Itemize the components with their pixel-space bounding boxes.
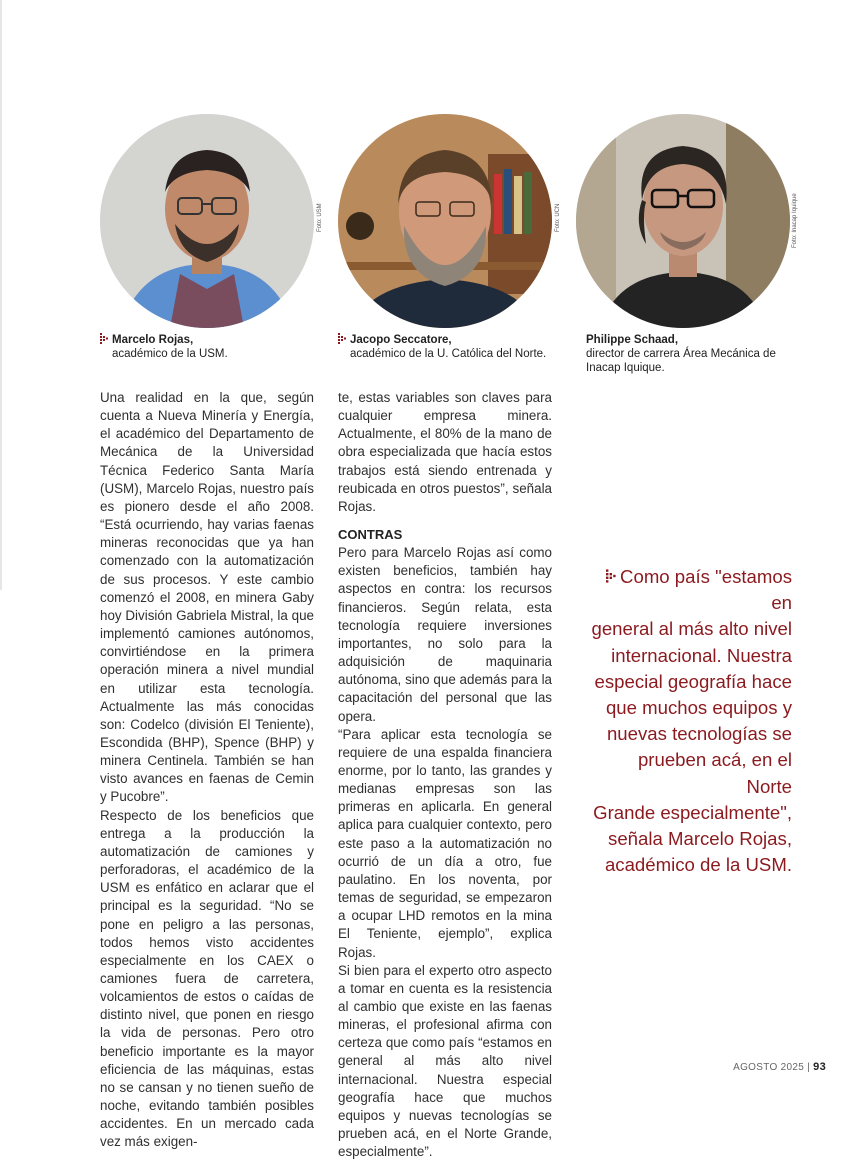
section-heading: CONTRAS bbox=[338, 527, 403, 543]
caption-role-line: director de carrera Área Mecánica de bbox=[586, 348, 776, 360]
body-paragraph: “Para aplicar esta tecnología se requiere de una espalda financiera enorme, por lo tanto, las grandes y medianas empresas son las primeras en aplicarla. En general aplica para cualquier contexto, pero este paso a la automatización no ocurrió de un día a otro, fue paulatino. En los noventa, por temas de seguridad, se empezaron a ocupar LHD remotos en la mina El Teniente, ejemplo”, explica Rojas. bbox=[338, 726, 552, 960]
footer-separator: | bbox=[807, 1062, 811, 1073]
pull-quote-line: Grande especialmente", bbox=[593, 801, 792, 823]
caption-name: Philippe Schaad, bbox=[586, 334, 679, 346]
pull-quote bbox=[588, 564, 792, 878]
caption-role: académico de la U. Católica del Norte. bbox=[350, 348, 547, 360]
caption-jacopo-seccatore bbox=[338, 333, 578, 361]
portrait-jacopo-seccatore bbox=[338, 114, 552, 328]
caption-role: académico de la USM. bbox=[112, 348, 228, 360]
pull-quote-line: internacional. Nuestra bbox=[611, 644, 792, 666]
portrait-marcelo-rojas bbox=[100, 114, 314, 328]
page-footer bbox=[733, 1061, 826, 1073]
pull-quote-line: nuevas tecnologías se bbox=[606, 723, 792, 745]
pull-quote-line: señala Marcelo Rojas, bbox=[608, 828, 792, 850]
bullet-dots-icon bbox=[606, 569, 618, 583]
caption-role-line: Inacap Iquique. bbox=[586, 362, 665, 374]
body-paragraph: Pero para Marcelo Rojas así como existen beneficios, también hay aspectos en contra: los recursos financieros. Según relata, esta tecnología requiere inversiones importantes, no solo para la adquisición de maquinaria autónoma, sino que además para la capacitación del personal que las opera. bbox=[338, 545, 552, 724]
caption-name: Marcelo Rojas, bbox=[112, 334, 194, 346]
pull-quote-line: prueben acá, en el Norte bbox=[637, 749, 792, 797]
pull-quote-line: académico de la USM. bbox=[604, 854, 792, 876]
photo-credit: Foto: UCN bbox=[555, 203, 561, 232]
article-column-2 bbox=[338, 389, 552, 1161]
body-paragraph: te, estas variables son claves para cualquier empresa minera. Actualmente, el 80% de la mano de obra especializada que hacía estos trabajos está siendo entrenada y reubicada en otros puestos”, señala Rojas. bbox=[338, 390, 552, 514]
bullet-dots-icon bbox=[100, 333, 110, 344]
pull-quote-line: que muchos equipos y bbox=[605, 697, 792, 719]
body-paragraph: Si bien para el experto otro aspecto a tomar en cuenta es la resistencia al cambio que existe en las faenas mineras, el profesional afirma con certeza que como país “estamos en general al más alto nivel internacional. Nuestra especial geografía hace que muchos equipos y nuevas tecnologías se prueben acá, en el Norte Grande, especialmente”. bbox=[338, 962, 552, 1160]
photo-credit: Foto: Inacap Iquique bbox=[792, 193, 798, 248]
caption-name: Jacopo Seccatore, bbox=[350, 334, 452, 346]
article-column-1 bbox=[100, 389, 314, 1152]
body-paragraph: Respecto de los beneficios que entrega a la producción la automatización de camiones y perforadoras, el académico de la USM es enfático en aclarar que el principal es la seguridad. “No se pone en peligro a las personas, todos hemos visto accidentes especialmente en los CAEX o camiones fuera de carretera, volcamientos de estos o caídas de distinto nivel, que ponen en riesgo la vida de personas. Pero otro beneficio importante es la mayor eficiencia de las máquinas, estas no se cansan y no tienen sueño de noche, evitando también posibles accidentes. En un mercado cada vez más exigen- bbox=[100, 807, 314, 1150]
portrait-philippe-schaad bbox=[576, 114, 790, 328]
page-number: 93 bbox=[813, 1061, 826, 1073]
pull-quote-line: general al más alto nivel bbox=[591, 618, 792, 640]
caption-marcelo-rojas bbox=[100, 333, 320, 361]
bullet-dots-icon bbox=[338, 333, 348, 344]
body-paragraph: Una realidad en la que, según cuenta a Nueva Minería y Energía, el académico del Departamento de Mecánica de la Universidad Técnica Federico Santa María (USM), Marcelo Rojas, nuestro país es pionero desde el año 2008. “Está ocurriendo, hay varias faenas mineras reconocidas que ya han comenzado con la automatización de sus procesos. Y este cambio comenzó el 2008, en minera Gaby hoy División Gabriela Mistral, la que implementó camiones autónomos, convirtiéndose en la primera operación minera a nivel mundial en utilizar esta tecnología. Actualmente las más conocidas son: Codelco (división El Teniente), Escondida (BHP), Spence (BHP) y minera Centinela. También se han visto avances en faenas de Cemin y Pucobre”. bbox=[100, 390, 314, 805]
caption-philippe-schaad bbox=[586, 333, 816, 375]
page-edge-rule bbox=[0, 0, 2, 590]
pull-quote-line: especial geografía hace bbox=[594, 670, 792, 692]
pull-quote-line: Como país "estamos en bbox=[588, 564, 792, 616]
footer-issue-date: AGOSTO 2025 bbox=[733, 1062, 805, 1073]
photo-credit: Foto: USM bbox=[317, 203, 323, 232]
